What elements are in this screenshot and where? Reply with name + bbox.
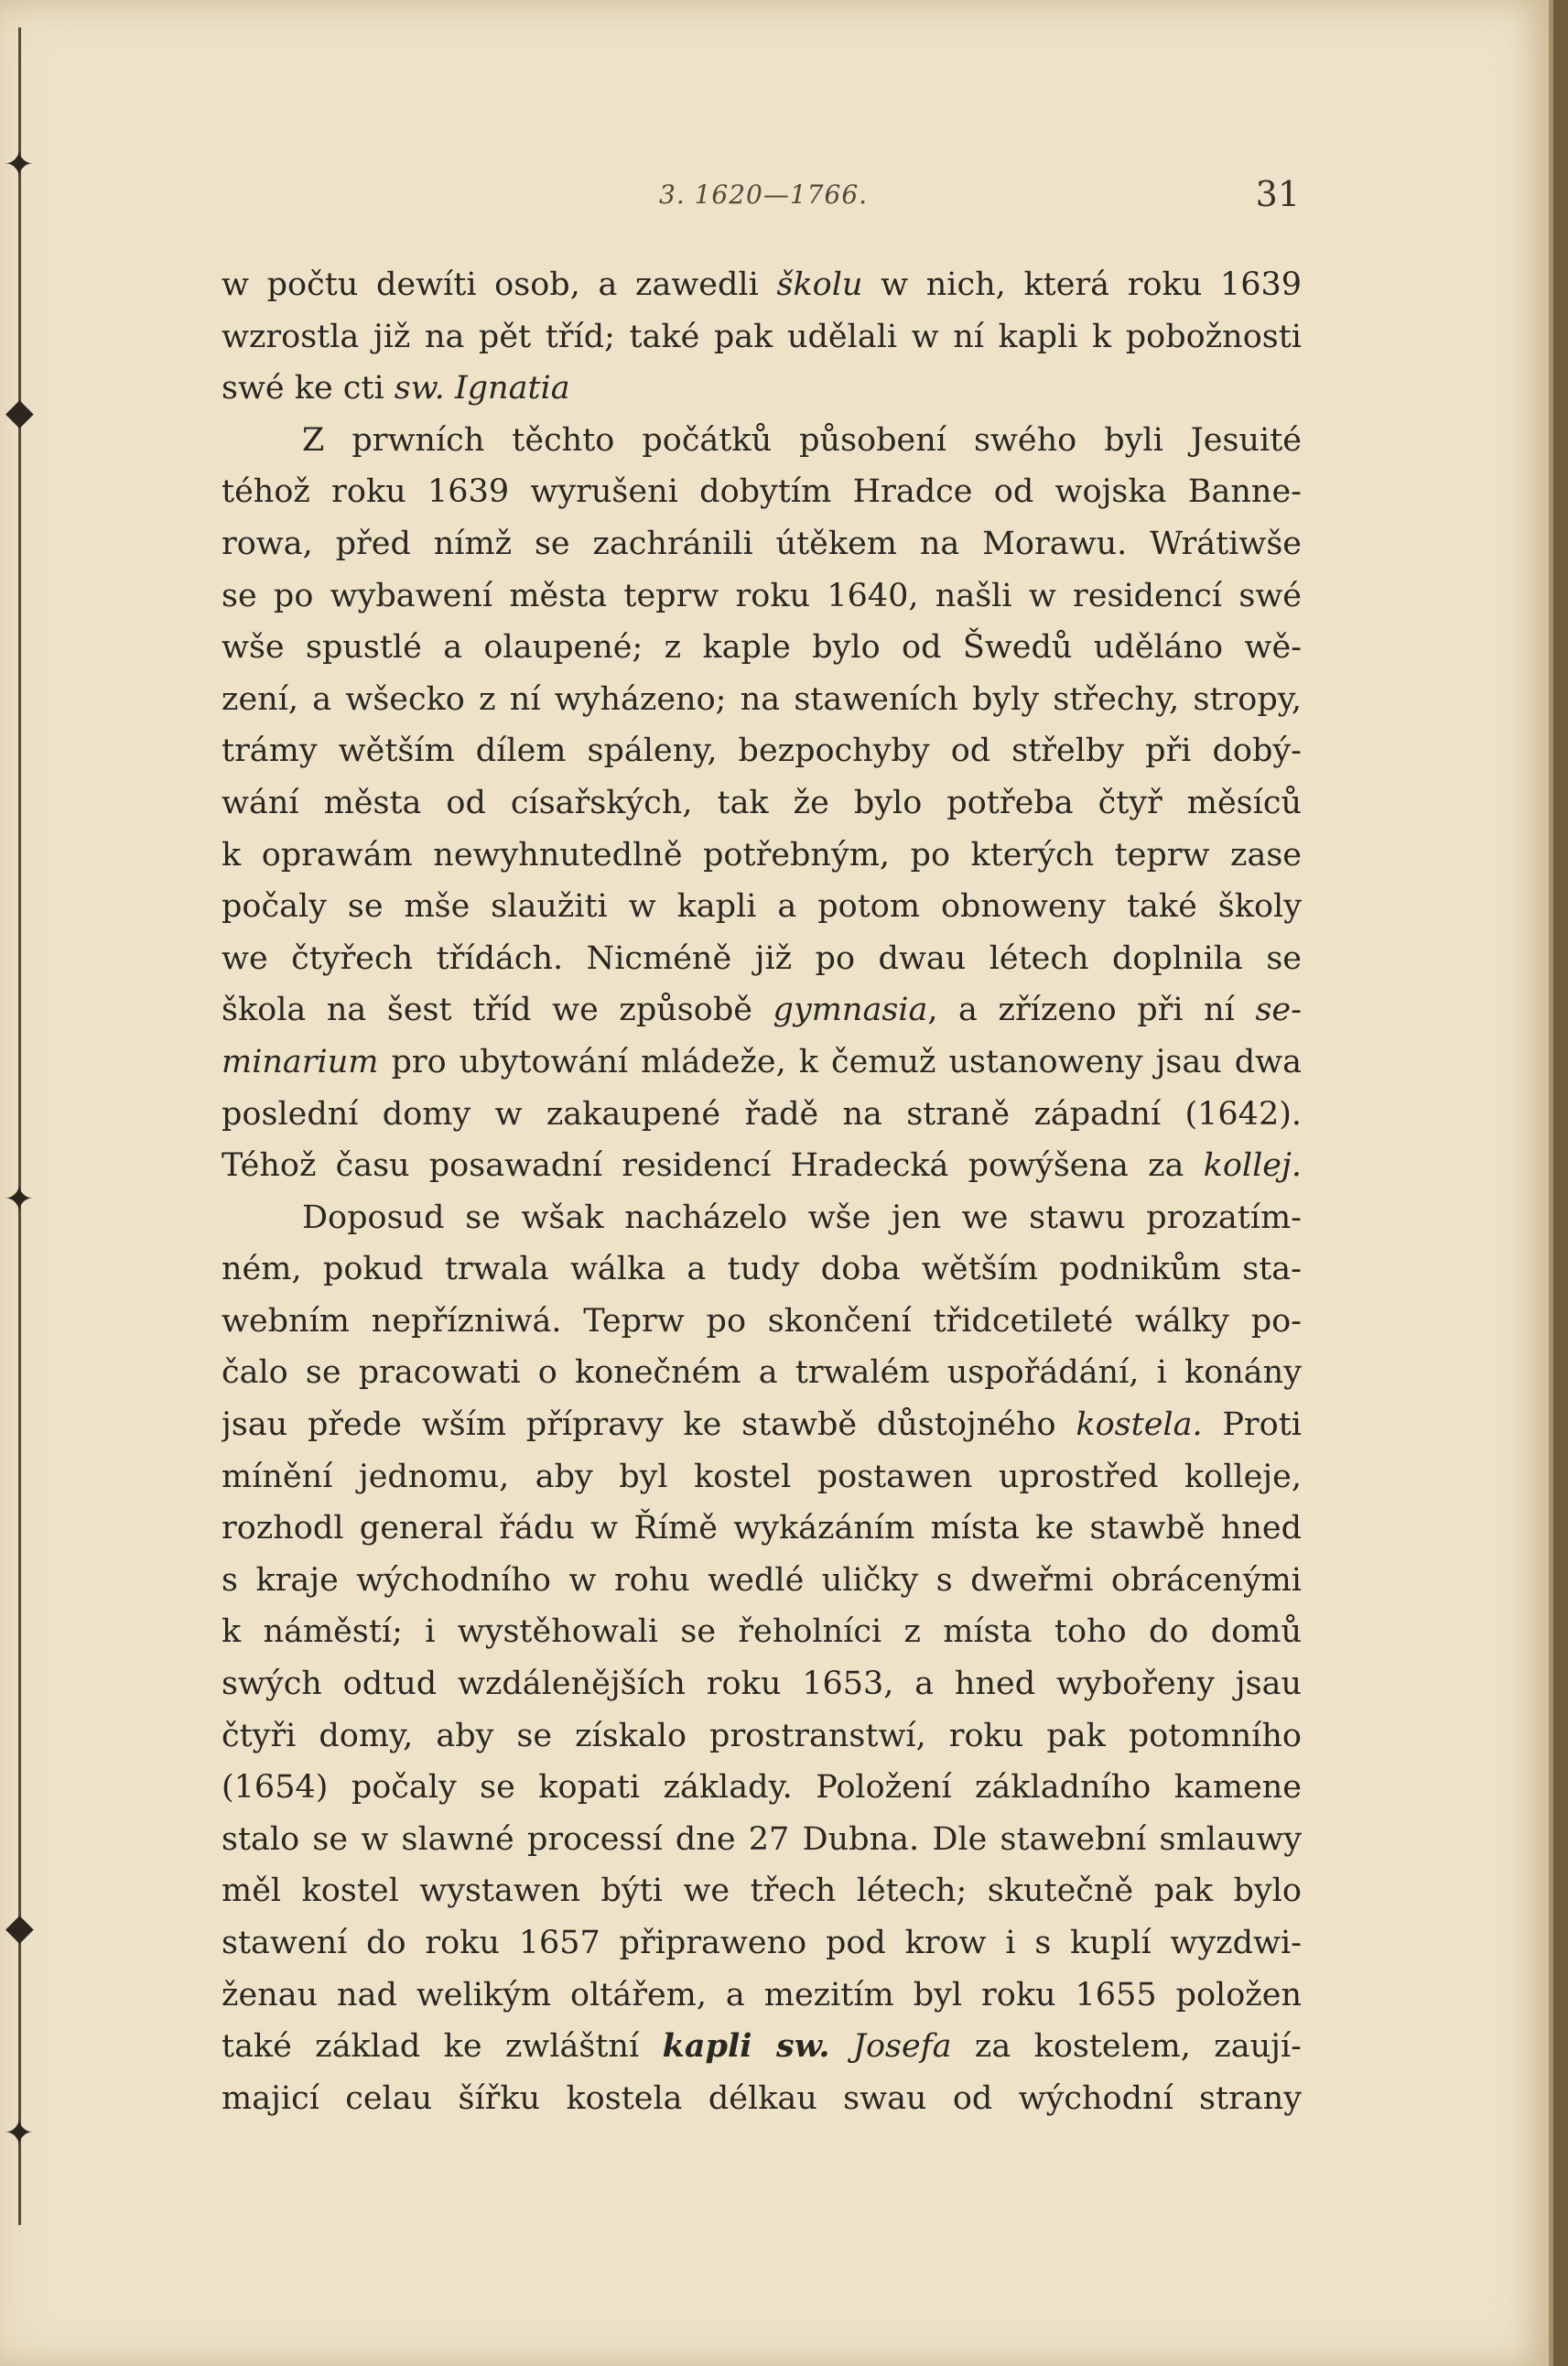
- text-line: se po wybawení města teprw roku 1640, našli w residencí swé: [222, 577, 1302, 614]
- text-line: stawení do roku 1657 připraweno pod krow i s kuplí wyzdwi-: [222, 1925, 1302, 1961]
- page-header: [220, 174, 1300, 234]
- text-line: we čtyřech třídách. Nicméně již po dwau létech doplnila se: [222, 939, 1302, 977]
- text-line: téhož roku 1639 wyrušeni dobytím Hradce od wojska Banne-: [222, 473, 1302, 511]
- text-line: wše spustlé a olaupené; z kaple bylo od Šwedů uděláno wě-: [222, 629, 1302, 667]
- text-line: jsau přede wším přípravy ke stawbě důstojného kostela. Proti: [222, 1406, 1302, 1444]
- page-edge: [1549, 0, 1568, 2366]
- page-number: 31: [1255, 174, 1300, 214]
- text-line: stalo se w slawné processí dne 27 Dubna. Dle stawební smlauwy: [222, 1820, 1302, 1858]
- text-line: w počtu dewíti osob, a zawedli školu w nich, která roku 1639: [222, 266, 1302, 303]
- text-line: majicí celau šířku kostela délkau swau od wýchodní strany: [222, 2079, 1302, 2117]
- text-line: k oprawám newyhnutedlně potřebným, po kterých teprw zase: [222, 836, 1302, 874]
- text-line: Z prwních těchto počátků působení swého byli Jesuité: [302, 421, 1302, 459]
- stitch-icon: ✦: [4, 2112, 35, 2154]
- text-line: škola na šest tříd we způsobě gymnasia, a zřízeno při ní se-: [222, 992, 1302, 1029]
- text-line: k náměstí; i wystěhowali se řeholníci z místa toho do domů: [222, 1613, 1302, 1651]
- text-line: trámy wětším dílem spáleny, bezpochyby od střelby při dobý-: [222, 733, 1302, 770]
- text-line: (1654) počaly se kopati základy. Položení základního kamene: [222, 1769, 1302, 1807]
- text-line: poslední domy w zakaupené řadě na straně západní (1642).: [222, 1095, 1302, 1133]
- text-line: také základ ke zwláštní kapli sw. Josefa za kostelem, zaují-: [222, 2027, 1302, 2066]
- running-head: 3. 1620—1766.: [659, 179, 869, 210]
- text-line: swé ke cti sw. Ignatia: [222, 370, 570, 407]
- binding-stitches: [0, 0, 55, 2366]
- text-line: měl kostel wystawen býti we třech létech; skutečně pak bylo: [222, 1872, 1302, 1910]
- text-line: s kraje wýchodního w rohu wedlé uličky s dweřmi obrácenými: [222, 1561, 1302, 1599]
- text-line: wzrostla již na pět tříd; také pak udělali w ní kapli k pobožnosti: [222, 318, 1302, 355]
- text-line: ném, pokud trwala wálka a tudy doba wětším podnikům sta-: [222, 1251, 1302, 1288]
- stitch-icon: ◆: [5, 1906, 34, 1948]
- body-text: [222, 259, 1302, 2124]
- text-line: mínění jednomu, aby byl kostel postawen uprostřed kolleje,: [222, 1458, 1302, 1495]
- text-line: webním nepřízniwá. Teprw po skončení třidcetileté wálky po-: [222, 1302, 1302, 1340]
- stitch-icon: ✦: [4, 1178, 35, 1221]
- text-line: Doposud se wšak nacházelo wše jen we stawu prozatím-: [302, 1199, 1302, 1236]
- stitch-icon: ✦: [4, 144, 35, 186]
- text-line: čtyři domy, aby se získalo prostranstwí, roku pak potomního: [222, 1717, 1302, 1754]
- text-line: zení, a wšecko z ní wyházeno; na staweních byly střechy, stropy,: [222, 680, 1302, 718]
- text-line: čalo se pracowati o konečném a trwalém uspořádání, i konány: [222, 1354, 1302, 1392]
- text-line: rowa, před nímž se zachránili útěkem na Morawu. Wrátiwše: [222, 525, 1302, 562]
- text-line: minarium pro ubytowání mládeže, k čemuž ustanoweny jsau dwa: [222, 1043, 1302, 1080]
- binding-thread: [18, 27, 21, 2225]
- text-line: swých odtud wzdálenějších roku 1653, a hned wybořeny jsau: [222, 1666, 1302, 1703]
- text-line: wání města od císařských, tak že bylo potřeba čtyř měsíců: [222, 784, 1302, 821]
- stitch-icon: ◆: [5, 391, 34, 433]
- text-line: rozhodl general řádu w Římě wykázáním místa ke stawbě hned: [222, 1510, 1302, 1547]
- text-line: ženau nad welikým oltářem, a mezitím byl roku 1655 položen: [222, 1976, 1302, 2013]
- text-line: Téhož času posawadní residencí Hradecká powýšena za kollej.: [222, 1147, 1302, 1185]
- text-line: počaly se mše slaužiti w kapli a potom obnoweny také školy: [222, 888, 1302, 926]
